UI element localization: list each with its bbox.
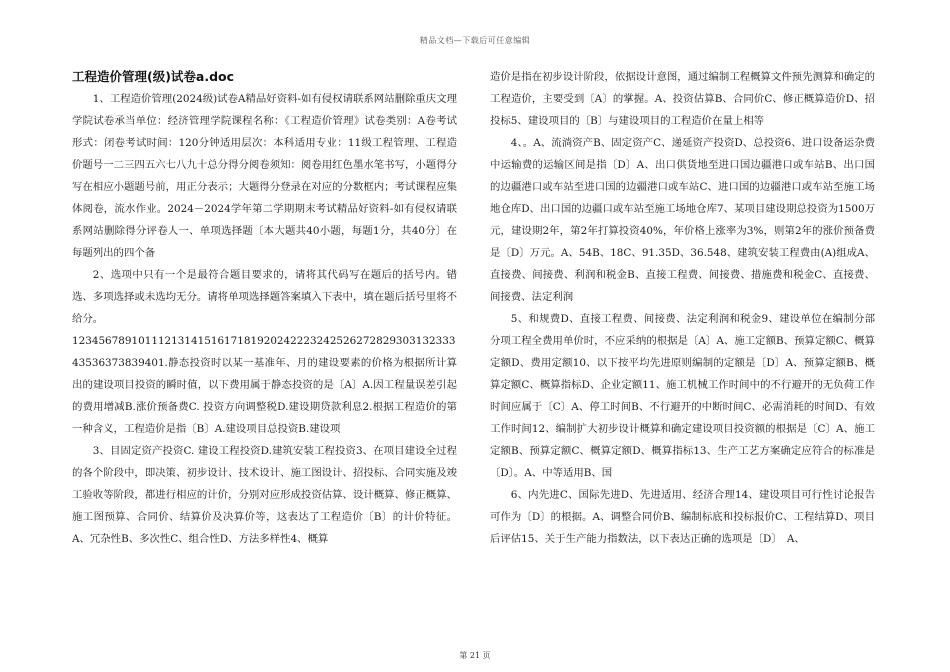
paragraph-6: 6、内先进C、国际先进D、先进适用、经济合理14、建设项目可行性讨论报告可作为〔D〕的根据。A、调整合同价B、编制标底和投标报价C、工程结算D、项目后评估15、关于生产能力指数法，以下表达正确的选项是〔D〕 A、 (490, 489, 875, 545)
page-header-note: 精品文档—下载后可任意编辑 (419, 36, 531, 45)
paragraph-continued: 造价是指在初步设计阶段，依据设计意图，通过编制工程概算文件预先测算和确定的工程造价，主要受到〔A〕的掌握。A、投资估算B、合同价C、修正概算造价D、招投标5、建设项目的〔B〕与建设项目的工程造价在量上相等 (490, 71, 875, 127)
paragraph-answer-grid: 123456789101112131415161718192024222324252627282930313233343536373839401.静态投资时以某一基准年、月的建设要素的价格为根据所计算出的建设项目投资的瞬时值，以下费用属于静态投资的是〔A〕A.因工程量误差引起的费用增减B.涨价预备费C. 投资方向调整税D.建设期贷款利息2.根据工程造价的第一种含义，工程造价是指〔B〕A.建设项目总投资B.建设项 (72, 335, 457, 435)
page-number: 第 21 页 (459, 651, 491, 660)
paragraph-5: 5、和规费D、直接工程费、间接费、法定利润和税金9、建设单位在编制分部分项工程全费用单价时，不应采纳的根据是〔A〕A、施工定额B、预算定额C、概算定额D、费用定额10、以下按平均先进原则编制的定额是〔D〕A、预算定额B、概算定额C、概算指标D、企业定额11、施工机械工作时间中的不行避开的无负荷工作时间应属于〔C〕A、停工时间B、不行避开的中断时间C、必需消耗的时间D、有效工作时间12、编制扩大初步设计概算和确定建设项目投资额的根据是〔C〕A、施工定额B、预算定额C、概算定额D、概算指标13、生产工艺方案确定应符合的标准是〔D〕。A、中等适用B、国 (490, 313, 875, 479)
paragraph-2: 2、选项中只有一个是最符合题目要求的，请将其代码写在题后的括号内。错选、多项选择或未选均无分。请将单项选择题答案填入下表中，填在题后括号里将不给分。 (72, 269, 457, 325)
left-column (72, 66, 457, 550)
paragraph-1: 1、工程造价管理(2024级)试卷A精品好资料-如有侵权请联系网站删除重庆文理学院试卷承当单位：经济管理学院课程名称：《工程造价管理》试卷类别：A卷考试形式：闭卷考试时间：120分钟适用层次：本科适用专业：11级工程管理、工程造价题号一二三四五六七八九十总分得分阅卷须知：阅卷用红色墨水笔书写，小题得分写在相应小题题号前，用正分表示；大题得分登录在对应的分数框内；考试课程应集体阅卷，流水作业。2024－2024学年第二学期期末考试精品好资料-如有侵权请联系网站删除得分评卷人一、单项选择题〔本大题共40小题，每题1分，共40分〕在每题列出的四个备 (72, 93, 457, 259)
paragraph-4: 4、。A、流淌资产B、固定资产C、递延资产投资D、总投资6、进口设备运杂费中运输费的运输区间是指〔D〕A、出口供货地至进口国边疆港口或车站B、出口国的边疆港口或车站至进口国的边疆港口或车站C、进口国的边疆港口或车站至施工场地仓库D、出口国的边疆口或车站至施工场地仓库7、某项目建设期总投资为1500万元，建设期2年，第2年打算投资40%，年价格上涨率为3%，则第2年的涨价预备费是〔D〕万元。A、54B、18C、91.35D、36.548、建筑安装工程费由(A)组成A、直接费、间接费、利润和税金B、直接工程费、间接费、措施费和税金C、直接费、间接费、法定利润 (490, 137, 875, 303)
right-column (490, 66, 875, 550)
paragraph-3: 3、目固定资产投资C. 建设工程投资D.建筑安装工程投资3、在项目建设全过程的各个阶段中，即决策、初步设计、技术设计、施工图设计、招投标、合同实施及竣工验收等阶段，都进行相应的计价，分别对应形成投资估算、设计概算、修正概算、施工图预算、合同价、结算价及决算价等，这表达了工程造价〔B〕的计价特征。A、冗杂性B、多次性C、组合性D、方法多样性4、概算 (72, 445, 457, 545)
document-title: 工程造价管理(级)试卷a.doc (72, 69, 235, 84)
